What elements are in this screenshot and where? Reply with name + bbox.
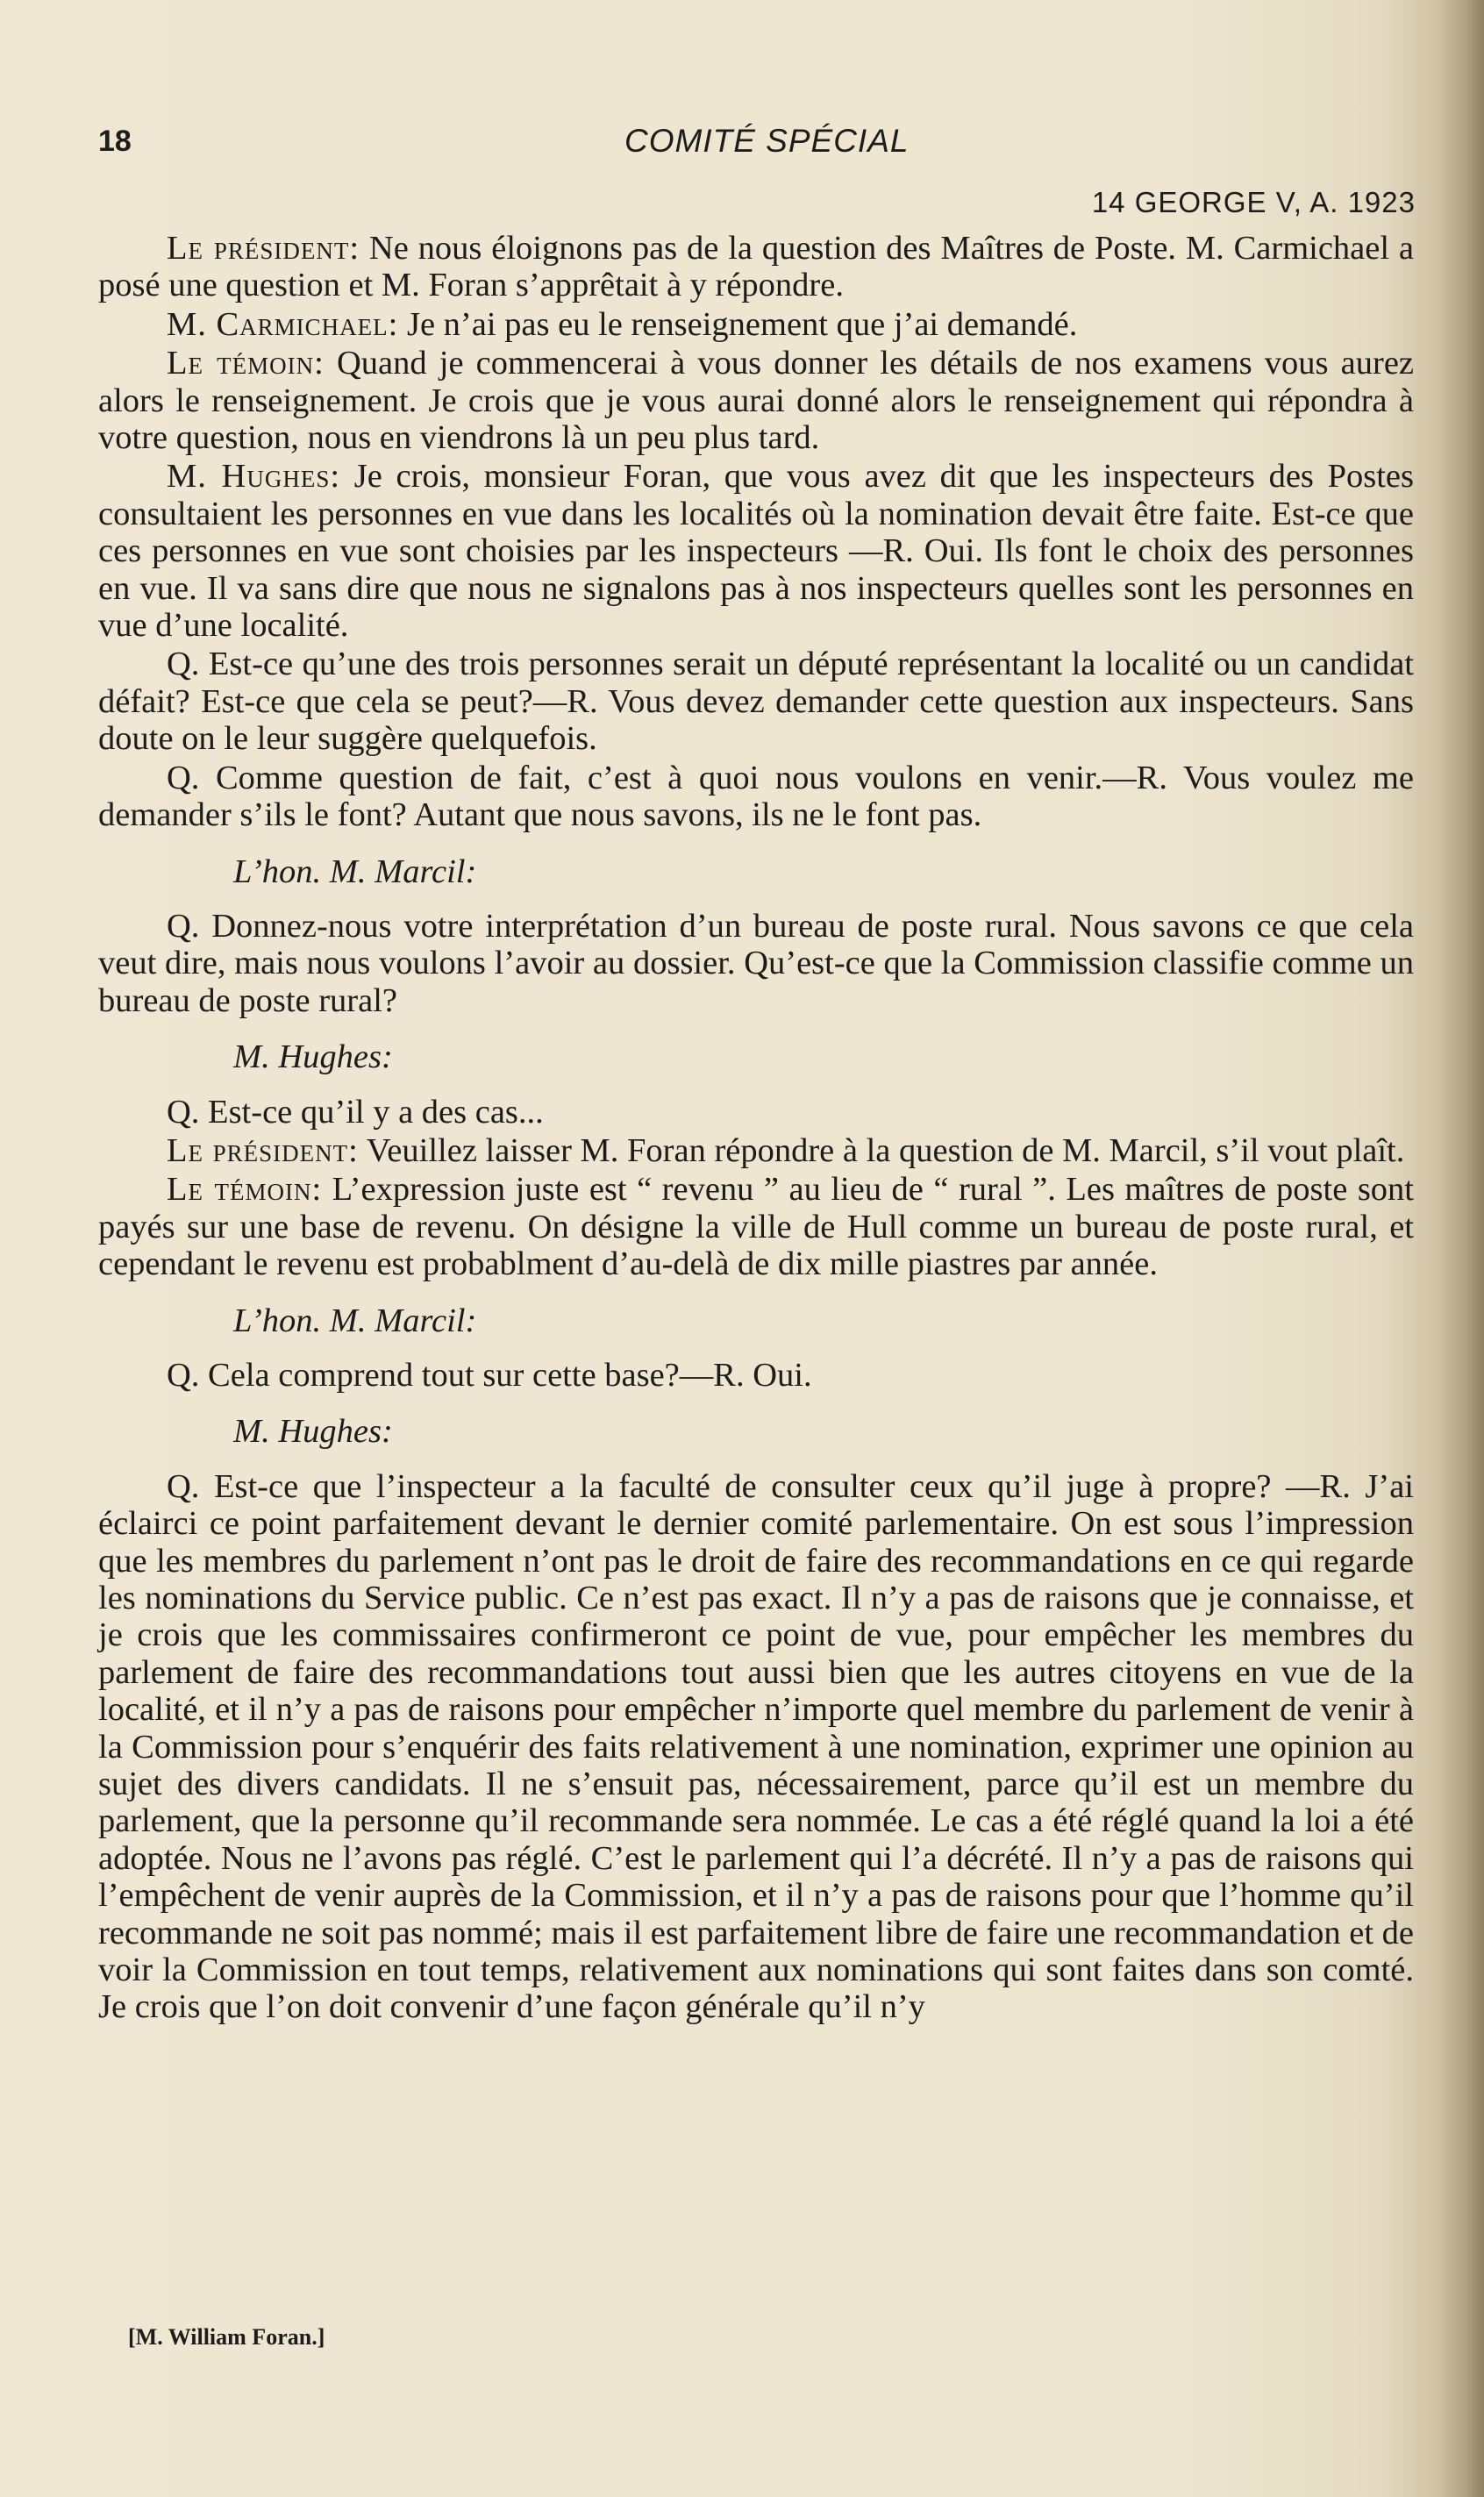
footer-witness-note: [M. William Foran.] bbox=[128, 2324, 325, 2350]
page-number: 18 bbox=[98, 125, 132, 158]
testimony-paragraph bbox=[98, 1171, 1414, 1282]
testimony-paragraph bbox=[98, 646, 1414, 757]
speaker-heading: L’hon. M. Marcil: bbox=[233, 853, 477, 890]
speaker-label: M. Carmichael: bbox=[167, 305, 399, 343]
page-gutter-shadow bbox=[1438, 0, 1484, 2497]
testimony-paragraph bbox=[98, 230, 1414, 304]
testimony-paragraph bbox=[98, 1468, 1414, 2026]
paragraph-text: Ne nous éloignons pas de la question des Maîtres de Poste. M. Carmichael a posé une question et M. Foran s’apprêtait à y répondre. bbox=[98, 230, 1415, 304]
testimony-paragraph bbox=[98, 345, 1414, 456]
session-reference: 14 GEORGE V, A. 1923 bbox=[1091, 186, 1416, 218]
testimony-paragraph bbox=[98, 458, 1414, 644]
speaker-heading: L’hon. M. Marcil: bbox=[233, 1302, 477, 1339]
speaker-label: Le président: bbox=[167, 1131, 359, 1169]
testimony-paragraph bbox=[98, 1094, 1414, 1131]
speaker-label: Le témoin: bbox=[167, 1171, 323, 1209]
paragraph-text: Q. Comme question de fait, c’est à quoi nous voulons en venir.—R. Vous voulez me demander s’ils le font? Autant que nous savons, ils ne le font pas. bbox=[98, 759, 1414, 834]
paragraph-text: Q. Cela comprend tout sur cette base?—R. Oui. bbox=[167, 1356, 812, 1394]
document-body bbox=[98, 230, 1414, 2026]
paragraph-text: Q. Donnez-nous votre interprétation d’un bureau de poste rural. Nous savons ce que cela veut dire, mais nous voulons l’avoir au dossier. Qu’est-ce que la Commission classifie comme un bureau de poste rural? bbox=[98, 907, 1414, 1019]
paragraph-text: Veuillez laisser M. Foran répondre à la question de M. Marcil, s’il vout plaît. bbox=[358, 1131, 1405, 1169]
speaker-label: M. Hughes: bbox=[167, 458, 341, 496]
paragraph-text: Q. Est-ce qu’une des trois personnes serait un député représentant la localité ou un candidat défait? Est-ce que cela se peut?—R. Vous devez demander cette question aux inspecteurs. Sans doute on le leur suggère quelquefois. bbox=[98, 646, 1414, 758]
testimony-paragraph bbox=[98, 306, 1414, 343]
paragraph-text: Q. Est-ce que l’inspecteur a la faculté de consulter ceux qu’il juge à propre? —R. J’ai éclairci ce point parfaitement devant le dernier comité parlementaire. On est sous l’impression que les membres du parlement n’ont pas le droit de faire des recommandations en ce qui regarde les nominations du Service public. Ce n’est pas exact. Il n’y a pas de raisons que je connaisse, et je crois que les commissaires confirmeront ce point de vue, pour empêcher les membres du parlement de faire des recommandations tout aussi bien que les autres citoyens en vue de la localité, et il n’y a pas de raisons pour empêcher n’importe quel membre du parlement de venir à la Commission pour s’enquérir des faits relativement à une nomination, exprimer une opinion au sujet des divers candidats. Il ne s’ensuit pas, nécessairement, parce qu’il est un membre du parlement, que la personne qu’il recommande sera nommée. Le cas a été réglé quand la loi a été adoptée. Nous ne l’avons pas réglé. C’est le parlement qui l’a décrété. Il n’y a pas de raisons qui l’empêchent de venir auprès de la Commission, et il n’y a pas de raisons pour que l’homme qu’il recommande ne soit pas nommé; mais il est parfaitement libre de faire une recommandation et de voir la Commission en tout temps, relativement aux nominations qui sont faites dans son comté. Je crois que l’on doit convenir d’une façon générale qu’il n’y bbox=[98, 1467, 1414, 2026]
paragraph-text: Quand je commencerai à vous donner les détails de nos examens vous aurez alors le renseignement. Je crois que je vous aurai donné alors le renseignement qui répondra à votre question, nous en viendrons là un peu plus tard. bbox=[98, 345, 1414, 457]
testimony-paragraph bbox=[98, 1357, 1414, 1394]
page-header bbox=[0, 0, 1484, 228]
speaker-label: Le président: bbox=[167, 230, 360, 267]
testimony-paragraph bbox=[98, 760, 1414, 834]
paragraph-text: Je crois, monsieur Foran, que vous avez dit que les inspecteurs des Postes consultaient les personnes en vue dans les localités où la nomination devait être faite. Est-ce que ces personnes en vue sont choisies par les inspecteurs —R. Oui. Ils font le choix des personnes en vue. Il va sans dire que nous ne signalons pas à nos inspecteurs quelles sont les personnes en vue d’une localité. bbox=[98, 458, 1414, 645]
testimony-paragraph bbox=[98, 1132, 1414, 1169]
paragraph-text: Q. Est-ce qu’il y a des cas... bbox=[167, 1093, 544, 1131]
running-title: COMITÉ SPÉCIAL bbox=[624, 123, 910, 159]
speaker-heading: M. Hughes: bbox=[233, 1413, 393, 1451]
paragraph-text: Je n’ai pas eu le renseignement que j’ai demandé. bbox=[398, 305, 1078, 343]
speaker-label: Le témoin: bbox=[167, 345, 325, 382]
speaker-heading: M. Hughes: bbox=[233, 1038, 393, 1076]
testimony-paragraph bbox=[98, 908, 1414, 1019]
paragraph-text: L’expression juste est “ revenu ” au lieu de “ rural ”. Les maîtres de poste sont payés sur une base de revenu. On désigne la ville de Hull comme un bureau de poste rural, et cependant le revenu est probablment d’au-delà de dix mille piastres par année. bbox=[98, 1171, 1414, 1283]
